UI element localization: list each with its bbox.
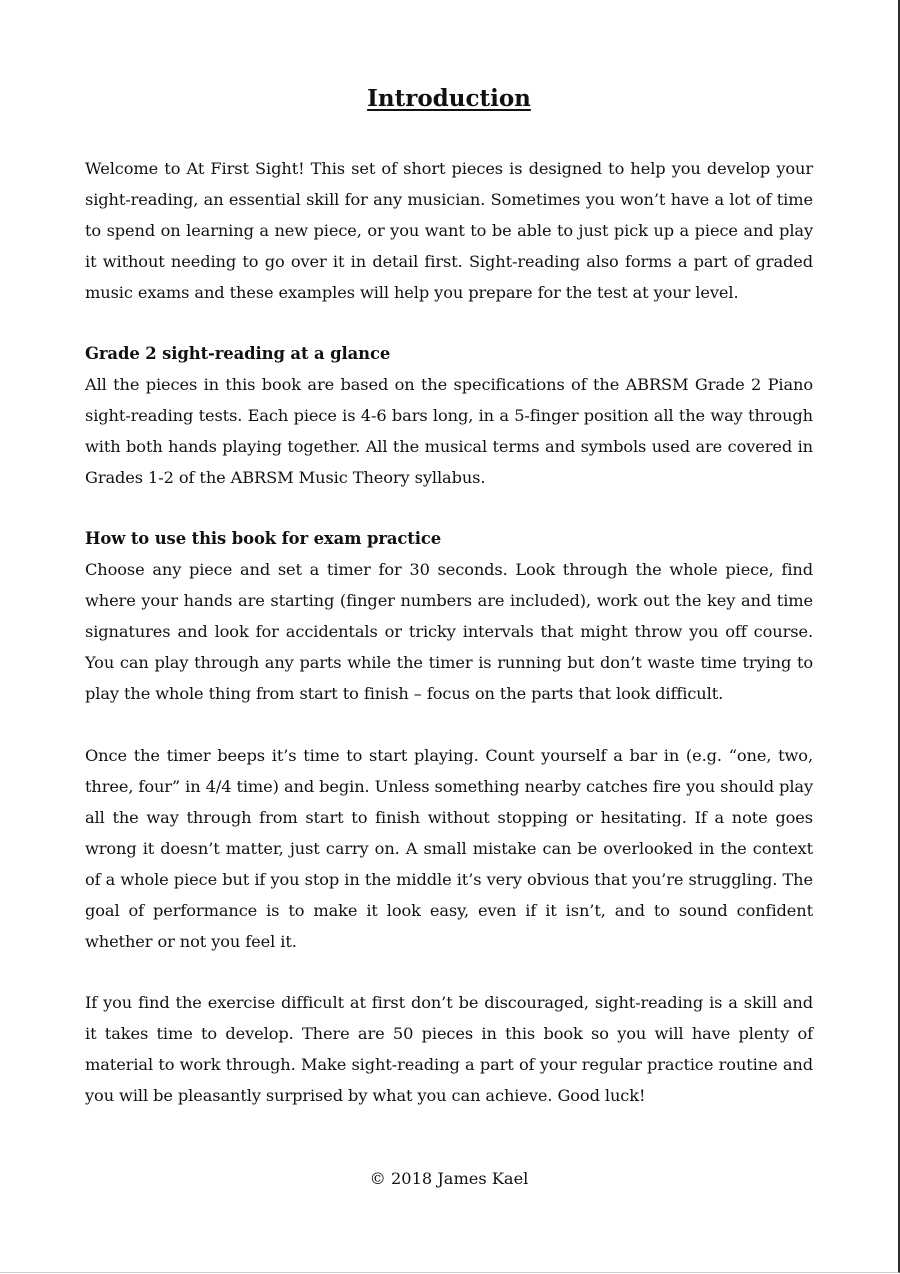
section-body-exam-practice: Choose any piece and set a timer for 30 seconds. Look through the whole piece, find where your hands are starting (finger numbers are included), work out the key and time signatures and look for accidentals or tricky intervals that might throw you off course. You can play through any parts while the timer is running but don’t waste time trying to play the whole thing from start to finish – focus on the parts that look difficult. [85,560,813,703]
performance-paragraph: Once the timer beeps it’s time to start playing. Count yourself a bar in (e.g. “one, two, three, four” in 4/4 time) and begin. Unless something nearby catches fire you should play all the way through from start to finish without stopping or hesitating. If a note goes wrong it doesn’t matter, just carry on. A small mistake can be overlooked in the context of a whole piece but if you stop in the middle it’s very obvious that you’re struggling. The goal of performance is to make it look easy, even if it isn’t, and to sound confident whether or not you feel it. [85,746,813,951]
copyright-footer: © 2018 James Kael [369,1169,529,1188]
section-heading-exam-practice: How to use this book for exam practice [85,529,442,548]
page-title: Introduction [367,85,531,112]
intro-paragraph: Welcome to At First Sight! This set of short pieces is designed to help you develop your sight-reading, an essential skill for any musician. Sometimes you won’t have a lot of time to spend on learning a new piece, or you want to be able to just pick up a piece and play it without needing to go over it in detail first. Sight-reading also forms a part of graded music exams and these examples will help you prepare for the test at your level. [85,159,813,302]
section-body-grade2: All the pieces in this book are based on the specifications of the ABRSM Grade 2 Piano sight-reading tests. Each piece is 4-6 bars long, in a 5-finger position all the way through with both hands playing together. All the musical terms and symbols used are covered in Grades 1-2 of the ABRSM Music Theory syllabus. [85,375,813,487]
section-exam-practice [85,523,813,709]
section-grade2 [85,338,813,493]
section-heading-grade2: Grade 2 sight-reading at a glance [85,344,391,363]
closing-paragraph: If you find the exercise difficult at first don’t be discouraged, sight-reading is a skill and it takes time to develop. There are 50 pieces in this book so you will have plenty of material to work through. Make sight-reading a part of your regular practice routine and you will be pleasantly surprised by what you can achieve. Good luck! [85,993,813,1105]
